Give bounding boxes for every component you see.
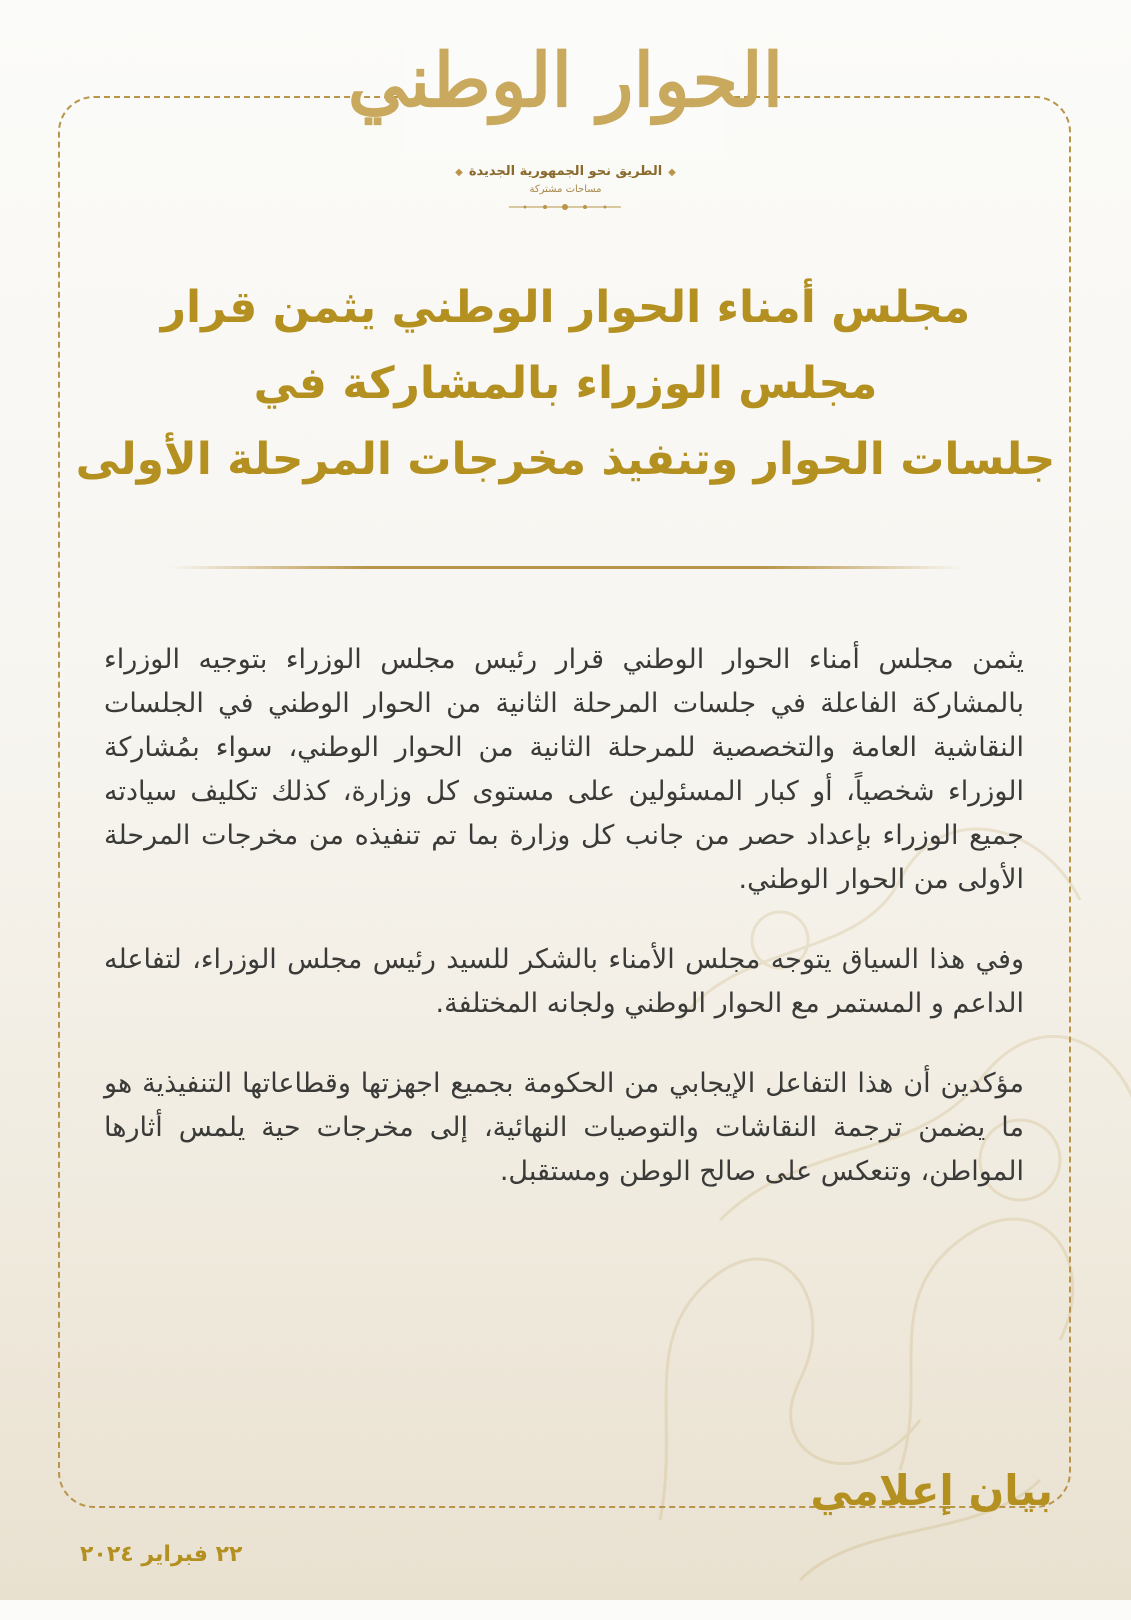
body-paragraph: وفي هذا السياق يتوجه مجلس الأمناء بالشكر للسيد رئيس مجلس الوزراء، لتفاعله الداعم و المستمر مع الحوار الوطني ولجانه المختلفة. bbox=[104, 944, 1024, 1019]
logo-title: الحوار الوطني bbox=[347, 38, 784, 124]
logo-tagline bbox=[0, 164, 1131, 179]
body-paragraph: مؤكدين أن هذا التفاعل الإيجابي من الحكومة بجميع اجهزتها وقطاعاتها التنفيذية هو ما يضمن ترجمة النقاشات والتوصيات النهائية، إلى مخرجات حية يلمس أثارها المواطن، وتنعكس على صالح الوطن ومستقبل. bbox=[104, 1068, 1024, 1187]
headline-line: مجلس الوزراء بالمشاركة في bbox=[253, 358, 878, 409]
logo bbox=[0, 36, 1131, 226]
logo-tagline-text: الطريق نحو الجمهورية الجديدة bbox=[468, 164, 663, 179]
headline-line: جلسات الحوار وتنفيذ مخرجات المرحلة الأولى bbox=[75, 434, 1056, 485]
release-date: ٢٢ فبراير ٢٠٢٤ bbox=[80, 1542, 243, 1567]
divider bbox=[168, 566, 963, 569]
press-release-label: بيان إعلامي bbox=[810, 1466, 1053, 1515]
headline bbox=[60, 270, 1071, 498]
statement-body bbox=[104, 638, 1024, 1230]
logo-subtitle: مساحات مشتركة bbox=[529, 184, 602, 195]
headline-line: مجلس أمناء الحوار الوطني يثمن قرار bbox=[160, 282, 971, 333]
ornament-icon bbox=[505, 202, 625, 212]
diamond-icon: ◆ bbox=[455, 167, 463, 178]
body-paragraph: يثمن مجلس أمناء الحوار الوطني قرار رئيس مجلس الوزراء بتوجيه الوزراء بالمشاركة الفاعلة في جلسات المرحلة الثانية من الحوار الوطني في الجلسات النقاشية العامة والتخصصية للمرحلة الثانية من الحوار الوطني، سواء بمُشاركة الوزراء شخصياً، أو كبار المسئولين على مستوى كل وزارة، كذلك تكليف سيادته جميع الوزراء بإعداد حصر من جانب كل وزارة بما تم تنفيذه من مخرجات المرحلة الأولى من الحوار الوطني. bbox=[104, 644, 1024, 895]
diamond-icon: ◆ bbox=[668, 167, 676, 178]
